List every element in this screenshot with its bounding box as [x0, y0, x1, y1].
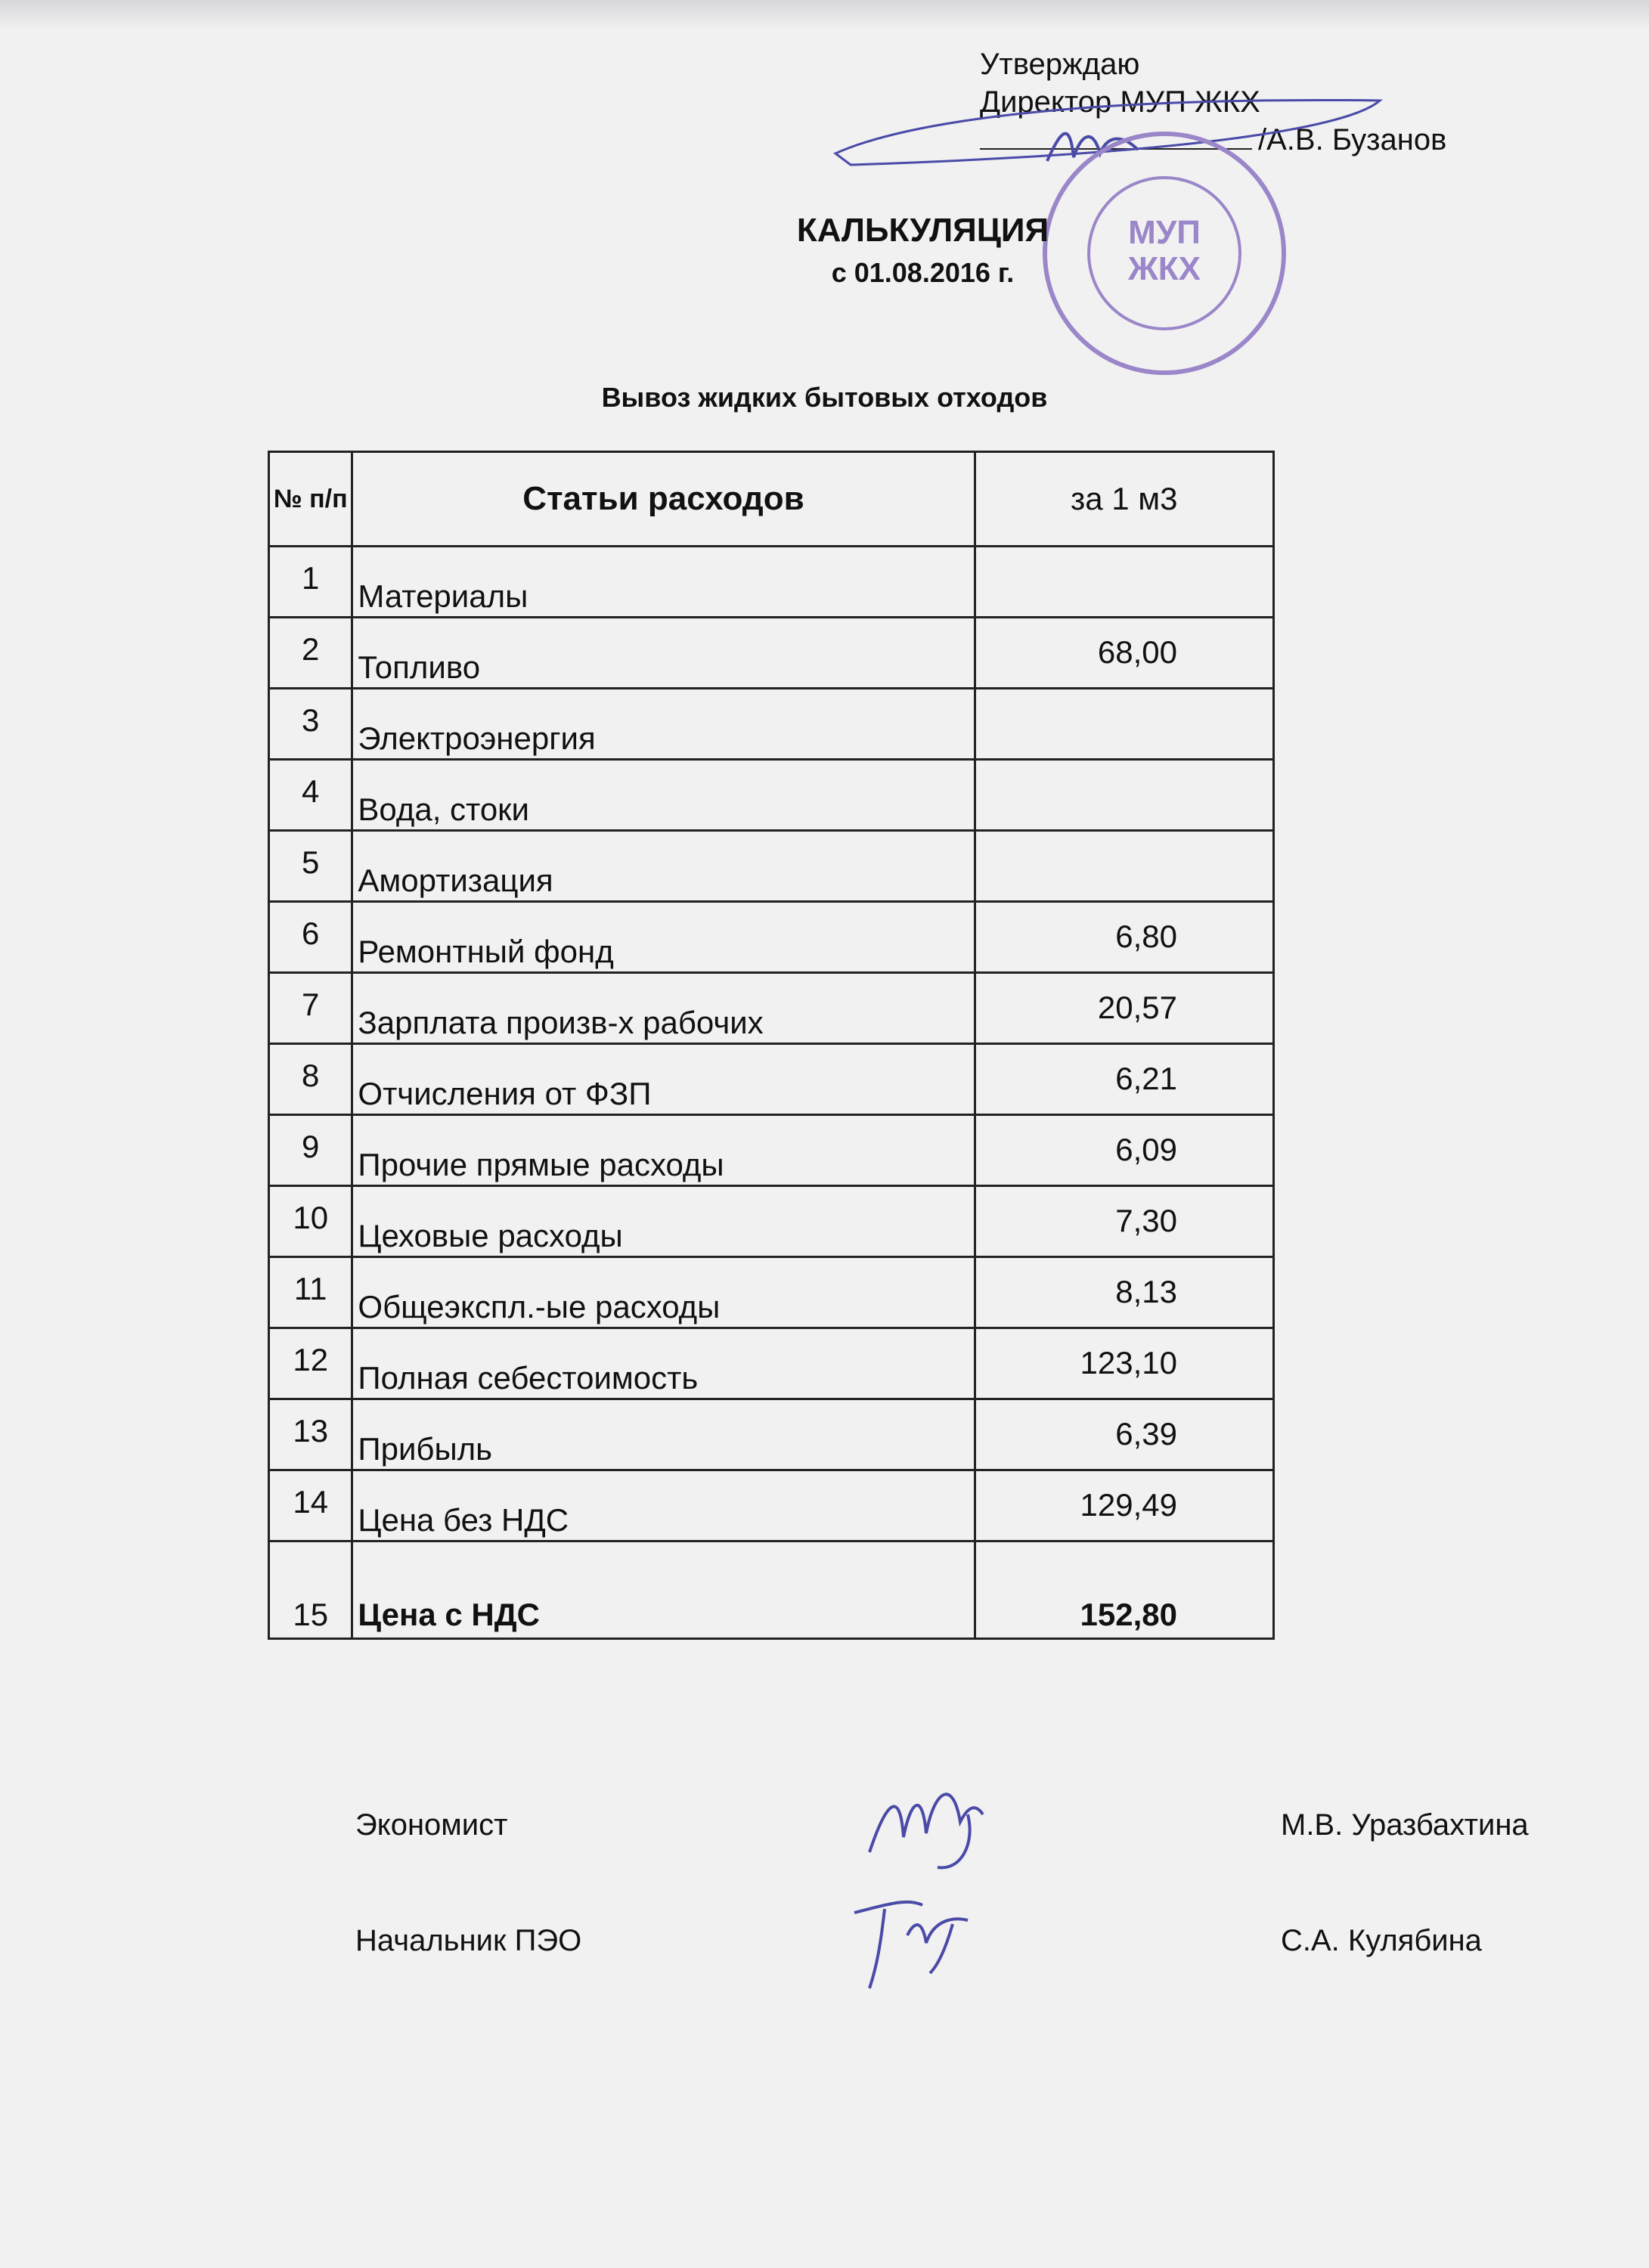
approval-position: Директор МУП ЖКХ — [980, 85, 1260, 119]
table-row — [269, 973, 1274, 1044]
row-value: 8,13 — [975, 1257, 1274, 1328]
row-number: 13 — [269, 1399, 352, 1470]
row-value — [975, 689, 1274, 760]
document-title: КАЛЬКУЛЯЦИЯ — [796, 212, 1049, 249]
row-item: Прибыль — [352, 1399, 975, 1470]
table-row — [269, 1328, 1274, 1399]
row-value — [975, 547, 1274, 618]
row-item: Электроэнергия — [352, 689, 975, 760]
row-number: 1 — [269, 547, 352, 618]
row-number: 8 — [269, 1044, 352, 1115]
row-value — [975, 831, 1274, 902]
signature-name-1: М.В. Уразбахтина — [1281, 1808, 1529, 1842]
head-signature-icon — [839, 1875, 990, 1996]
table-row — [269, 689, 1274, 760]
calculation-table — [268, 451, 1275, 1640]
row-item: Прочие прямые расходы — [352, 1115, 975, 1186]
seal-stamp-icon — [1024, 129, 1304, 378]
table-row — [269, 760, 1274, 831]
row-item: Общеэкспл.-ые расходы — [352, 1257, 975, 1328]
row-value: 7,30 — [975, 1186, 1274, 1257]
row-number: 11 — [269, 1257, 352, 1328]
header-value: за 1 м3 — [975, 452, 1274, 547]
row-number: 6 — [269, 902, 352, 973]
table-header-row — [269, 452, 1274, 547]
row-item: Амортизация — [352, 831, 975, 902]
row-item: Материалы — [352, 547, 975, 618]
row-number: 9 — [269, 1115, 352, 1186]
table-row — [269, 1470, 1274, 1541]
signature-name-2: С.А. Кулябина — [1281, 1924, 1482, 1957]
row-number: 15 — [269, 1541, 352, 1639]
row-number: 4 — [269, 760, 352, 831]
row-item: Ремонтный фонд — [352, 902, 975, 973]
stamp-text-top: МУП — [1128, 214, 1201, 251]
row-item: Цена с НДС — [352, 1541, 975, 1639]
table-row — [269, 1257, 1274, 1328]
header-item: Статьи расходов — [352, 452, 975, 547]
row-number: 12 — [269, 1328, 352, 1399]
header-number: № п/п — [269, 452, 352, 547]
table-row — [269, 1399, 1274, 1470]
row-item: Зарплата произв-х рабочих — [352, 973, 975, 1044]
row-value: 68,00 — [975, 618, 1274, 689]
row-item: Топливо — [352, 618, 975, 689]
row-item: Отчисления от ФЗП — [352, 1044, 975, 1115]
table-row — [269, 1186, 1274, 1257]
economist-signature-icon — [862, 1761, 998, 1875]
row-value: 152,80 — [975, 1541, 1274, 1639]
row-number: 3 — [269, 689, 352, 760]
row-item: Цеховые расходы — [352, 1186, 975, 1257]
row-value — [975, 760, 1274, 831]
row-number: 2 — [269, 618, 352, 689]
stamp-text-bottom: ЖКХ — [1128, 250, 1201, 287]
document-date: с 01.08.2016 г. — [831, 257, 1015, 288]
table-row — [269, 547, 1274, 618]
table-row — [269, 1115, 1274, 1186]
approval-heading: Утверждаю — [980, 48, 1140, 81]
scan-edge — [0, 0, 1649, 30]
row-number: 7 — [269, 973, 352, 1044]
row-item: Цена без НДС — [352, 1470, 975, 1541]
signature-position-2: Начальник ПЭО — [355, 1924, 582, 1957]
table-row — [269, 831, 1274, 902]
row-value: 129,49 — [975, 1470, 1274, 1541]
signature-position-1: Экономист — [355, 1808, 508, 1842]
document-subtitle: Вывоз жидких бытовых отходов — [601, 382, 1048, 413]
row-value: 123,10 — [975, 1328, 1274, 1399]
row-value: 20,57 — [975, 973, 1274, 1044]
row-value: 6,09 — [975, 1115, 1274, 1186]
table-row — [269, 1541, 1274, 1639]
row-number: 14 — [269, 1470, 352, 1541]
row-number: 10 — [269, 1186, 352, 1257]
row-number: 5 — [269, 831, 352, 902]
table-row — [269, 902, 1274, 973]
row-value: 6,39 — [975, 1399, 1274, 1470]
row-value: 6,21 — [975, 1044, 1274, 1115]
row-item: Вода, стоки — [352, 760, 975, 831]
approval-signer: /А.В. Бузанов — [1258, 123, 1447, 156]
table-row — [269, 1044, 1274, 1115]
row-value: 6,80 — [975, 902, 1274, 973]
row-item: Полная себестоимость — [352, 1328, 975, 1399]
table-row — [269, 618, 1274, 689]
